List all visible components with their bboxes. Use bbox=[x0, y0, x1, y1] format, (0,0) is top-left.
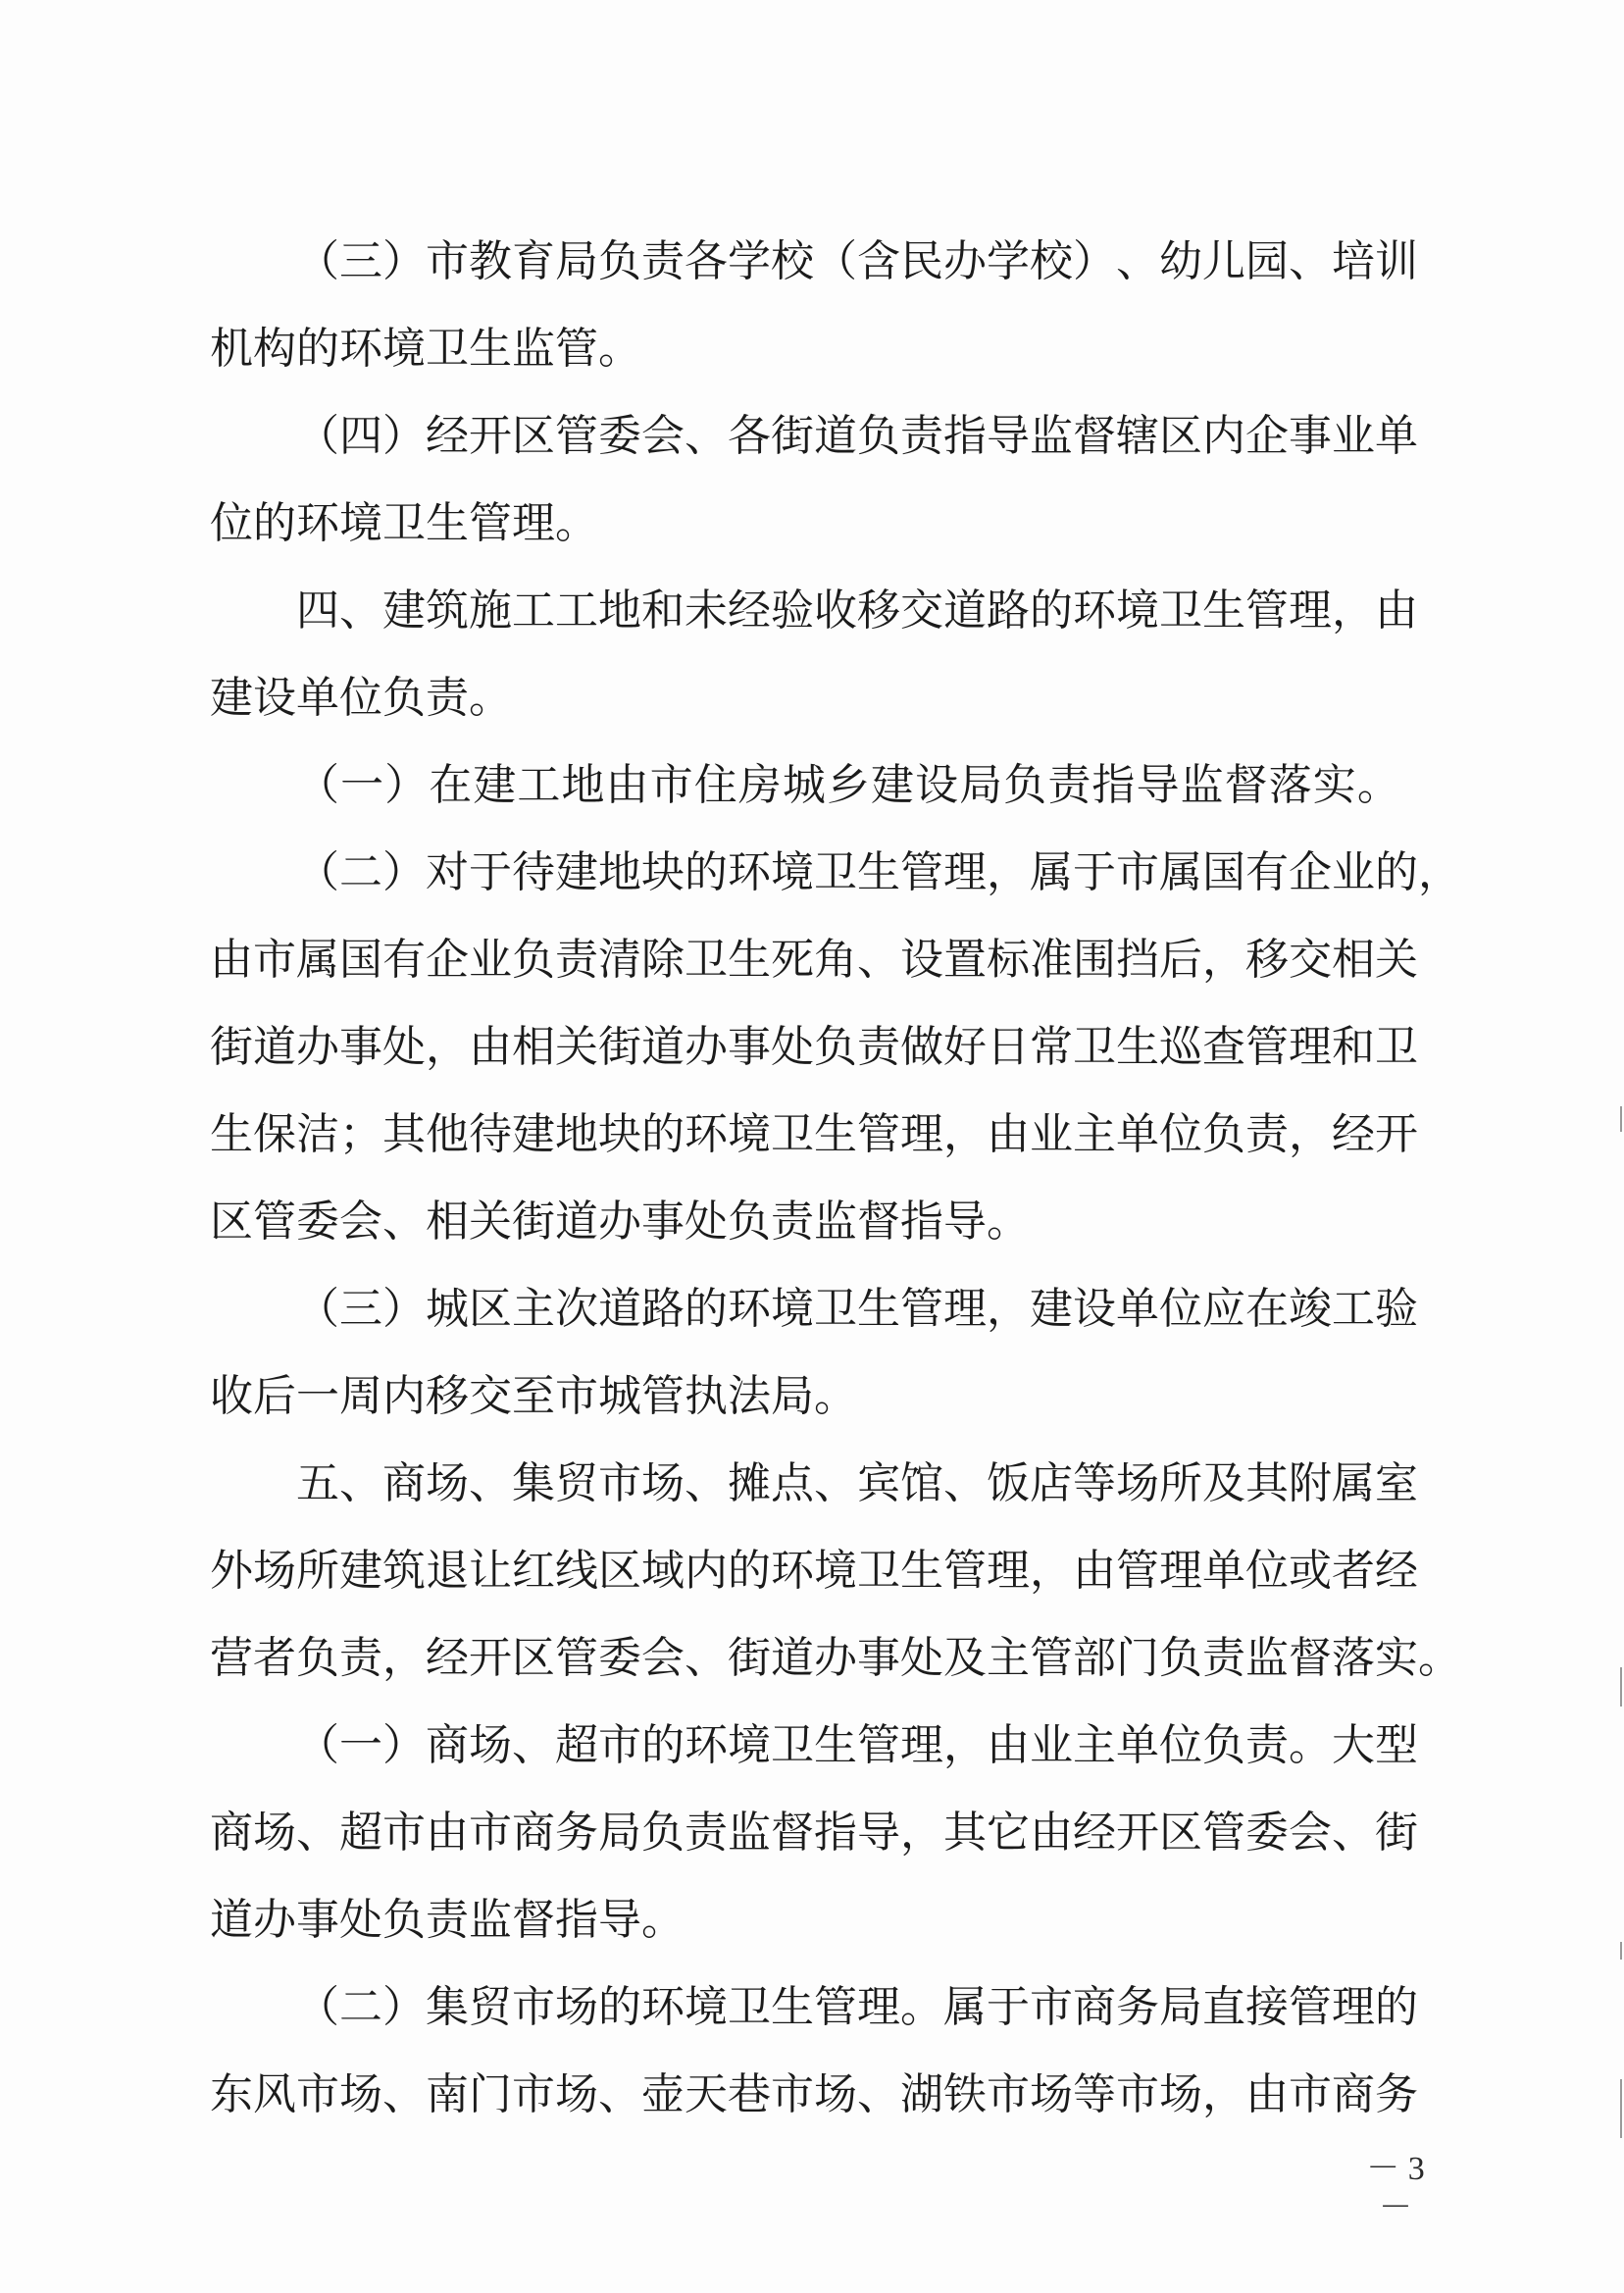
text-line: （ 四 ） 经 开 区 管 委 会 、 各 街 道 负 责 指 导 监 督 辖 区 内 企 事 业 单 bbox=[296, 411, 1418, 461]
scan-edge-mark bbox=[1620, 1942, 1622, 1960]
text-line: （ 三 ） 市 教 育 局 负 责 各 学 校 （ 含 民 办 学 校 ） 、 幼 儿 园 、 培 训 bbox=[296, 236, 1418, 286]
text-line: （ 二 ） 集 贸 市 场 的 环 境 卫 生 管 理 。 属 于 市 商 务 局 直 接 管 理 的 bbox=[296, 1982, 1418, 2032]
text-line: 位的环境卫生管理。 bbox=[210, 498, 598, 548]
text-line: 区管委会、相关街道办事处负责监督指导。 bbox=[210, 1197, 1030, 1247]
text-line: 收后一周内移交至市城管执法局。 bbox=[210, 1371, 857, 1421]
text-line: （ 二 ） 对 于 待 建 地 块 的 环 境 卫 生 管 理 ， 属 于 市 属 国 有 企 业 的 ， bbox=[296, 847, 1461, 897]
text-line: 东 风 市 场 、 南 门 市 场 、 壶 天 巷 市 场 、 湖 铁 市 场 等 市 场 ， 由 市 商 务 bbox=[210, 2069, 1418, 2119]
document-body bbox=[210, 218, 1461, 2138]
page-number: － 3 － bbox=[1366, 2151, 1425, 2226]
text-line: 街 道 办 事 处 ， 由 相 关 街 道 办 事 处 负 责 做 好 日 常 卫 生 巡 查 管 理 和 卫 bbox=[210, 1022, 1418, 1072]
text-line: （ 一 ） 商 场 、 超 市 的 环 境 卫 生 管 理 ， 由 业 主 单 位 负 责 。 大 型 bbox=[296, 1720, 1418, 1770]
text-line: 外 场 所 建 筑 退 让 红 线 区 域 内 的 环 境 卫 生 管 理 ， 由 管 理 单 位 或 者 经 bbox=[210, 1546, 1418, 1596]
text-line: 由 市 属 国 有 企 业 负 责 清 除 卫 生 死 角 、 设 置 标 准 围 挡 后 ， 移 交 相 关 bbox=[210, 935, 1418, 985]
text-line: 机构的环境卫生监管。 bbox=[210, 324, 641, 374]
scan-edge-mark bbox=[1620, 1106, 1622, 1132]
text-line: 营者负责，经开区管委会、街道办事处及主管部门负责监督落实。 bbox=[210, 1633, 1461, 1683]
text-line: 商 场 、 超 市 由 市 商 务 局 负 责 监 督 指 导 ， 其 它 由 经 开 区 管 委 会 、 街 bbox=[210, 1808, 1418, 1858]
text-line: 四 、 建 筑 施 工 工 地 和 未 经 验 收 移 交 道 路 的 环 境 卫 生 管 理 ， 由 bbox=[296, 586, 1418, 636]
text-line: （ 三 ） 城 区 主 次 道 路 的 环 境 卫 生 管 理 ， 建 设 单 位 应 在 竣 工 验 bbox=[296, 1284, 1418, 1334]
text-line: 五 、 商 场 、 集 贸 市 场 、 摊 点 、 宾 馆 、 饭 店 等 场 所 及 其 附 属 室 bbox=[296, 1458, 1418, 1508]
text-line: 生 保 洁 ； 其 他 待 建 地 块 的 环 境 卫 生 管 理 ， 由 业 主 单 位 负 责 ， 经 开 bbox=[210, 1109, 1418, 1159]
scan-edge-mark bbox=[1620, 2079, 1622, 2138]
scan-edge-mark bbox=[1620, 1667, 1622, 1707]
text-line: 道办事处负责监督指导。 bbox=[210, 1895, 685, 1945]
text-line: 建设单位负责。 bbox=[210, 673, 512, 723]
text-line: （ 一 ） 在 建 工 地 由 市 住 房 城 乡 建 设 局 负 责 指 导 监 督 落 实 。 bbox=[296, 760, 1400, 810]
